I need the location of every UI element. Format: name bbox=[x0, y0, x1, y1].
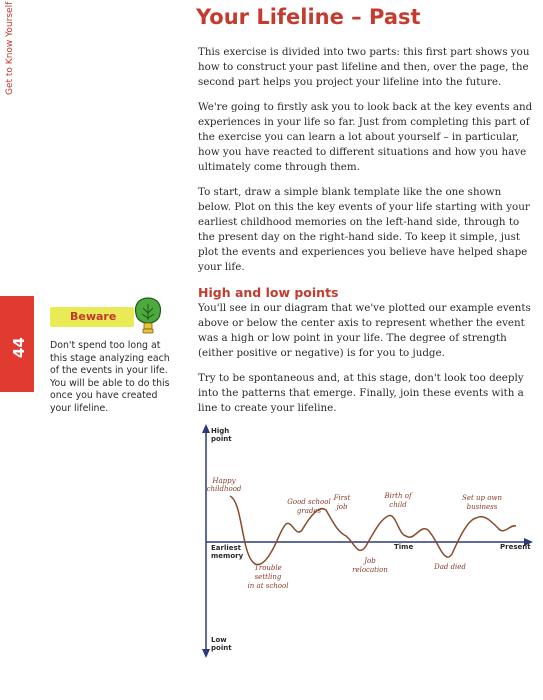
page-title: Your Lifeline – Past bbox=[196, 5, 421, 29]
beware-text: Don't spend too long at this stage analyzing each of the events in your life. You will be able to do this once you have created your lifeline. bbox=[50, 340, 170, 414]
tree-icon bbox=[131, 296, 165, 336]
high-low-paragraph: You'll see in our diagram that we've plotted our example events above or below the center axis to represent whether the event was a high or low point in your life. The degree of strength (either positive or negative) is for you to judge. bbox=[198, 302, 531, 359]
intro-paragraph: This exercise is divided into two parts: this first part shows you how to construct your past lifeline and then, over the page, the second part helps you project your lifeline into the future. bbox=[198, 46, 530, 88]
running-header bbox=[5, 81, 19, 95]
event-set-up-business: Set up own business bbox=[462, 494, 502, 511]
event-happy-childhood: Happy childhood bbox=[206, 477, 242, 493]
lifeline-diagram bbox=[200, 420, 535, 660]
vertical-axis-arrow-bottom bbox=[202, 649, 210, 658]
event-dad-died: Dad died bbox=[434, 563, 466, 571]
event-job-relocation: Job relocation bbox=[352, 557, 388, 574]
spontaneous-paragraph: Try to be spontaneous and, at this stage, don't look too deeply into the patterns that emerge. Finally, join these events with a line to create your lifeline. bbox=[198, 372, 524, 414]
template-paragraph: To start, draw a simple blank template like the one shown below. Plot on this the key events of your life starting with your earliest childhood memories on the left-hand side, through to the present day on the right-hand side. To keep it simple, just plot the events and experiences you believe have helped shape your life. bbox=[198, 186, 530, 273]
section-heading: High and low points bbox=[198, 285, 339, 300]
time-label: Time bbox=[394, 543, 414, 551]
x-left-label: Earliest memory bbox=[211, 544, 244, 560]
beware-banner bbox=[50, 307, 134, 327]
event-trouble-settling: Trouble settling in at school bbox=[247, 564, 289, 590]
event-good-school-grades: Good school grades bbox=[287, 498, 331, 515]
beware-label: Beware bbox=[70, 310, 117, 323]
body-text bbox=[198, 45, 536, 426]
y-top-label: High point bbox=[211, 427, 232, 443]
y-bottom-label: Low point bbox=[211, 636, 232, 652]
look-back-paragraph: We're going to firstly ask you to look back at the key events and experiences in your life so far. Just from completing this part of the exercise you can learn a lot about yourself – in particular, how you have reacted to different situations and how you have ultimately come through them. bbox=[198, 101, 533, 173]
x-right-label: Present bbox=[500, 543, 531, 551]
event-birth-of-child: Birth of child bbox=[384, 492, 412, 509]
vertical-axis-arrow-top bbox=[202, 424, 210, 433]
event-first-job: First job bbox=[333, 494, 351, 511]
page-number: 44 bbox=[10, 337, 28, 358]
